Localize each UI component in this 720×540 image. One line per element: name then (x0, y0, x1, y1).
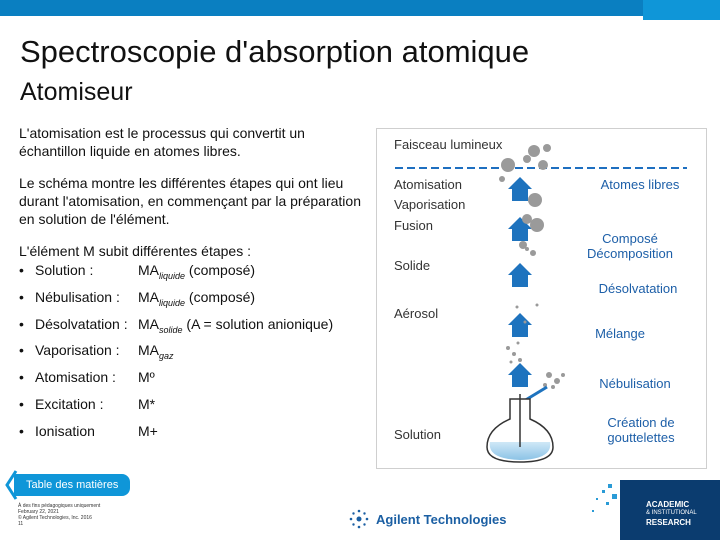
intro-rest: est le processus qui convertit un échantillon liquide en atomes libres. (19, 125, 305, 159)
steps-list (19, 260, 364, 448)
step-note: (composé) (185, 288, 256, 305)
label-melange: Mélange (595, 326, 645, 341)
step-note: (composé) (185, 262, 256, 278)
step-name: Solution : (35, 262, 94, 278)
intro-bold: L'atomisation (19, 125, 102, 141)
step-state: liquide (159, 270, 186, 281)
step-formula: M (138, 369, 150, 386)
step-formula: M (138, 422, 150, 439)
particles (499, 144, 565, 389)
step-state: solide (159, 324, 183, 335)
arrow-up-icon (508, 313, 532, 337)
step-formula: MA (138, 315, 159, 332)
label-atomisation: Atomisation (394, 177, 462, 192)
arrow-up-icon (508, 177, 532, 201)
spark-logo-icon (348, 508, 370, 530)
label-nebulisation: Nébulisation (599, 376, 671, 391)
label-aerosol: Aérosol (394, 306, 439, 321)
atomization-diagram (376, 128, 707, 469)
page-title: Spectroscopie d'absorption atomique (20, 34, 530, 69)
step-name: Vaporisation : (35, 342, 120, 359)
step-item (19, 260, 364, 287)
label-vaporisation: Vaporisation (394, 197, 466, 212)
step-note: (A = solution anionique) (182, 315, 334, 332)
bullet: • (19, 315, 24, 332)
step-state: gaz (159, 351, 174, 362)
academic-line: ACADEMIC (646, 500, 690, 509)
step-name: Excitation : (35, 395, 104, 412)
academic-line: RESEARCH (646, 518, 691, 527)
body-text (19, 124, 364, 448)
label-creation: Création de gouttelettes (607, 415, 675, 445)
step-name: Nébulisation : (35, 288, 120, 305)
label-faisceau: Faisceau lumineux (394, 137, 503, 152)
bullet: • (19, 262, 24, 278)
step-item (19, 421, 364, 448)
step-item (19, 314, 364, 341)
footer-line: © Agilent Technologies, Inc. 2016 (18, 515, 92, 521)
footer-line: 11 (18, 521, 24, 527)
footer-line: À des fins pédagogiques uniquement (18, 503, 101, 509)
academic-line: & INSTITUTIONAL (646, 510, 697, 516)
bullet: • (19, 288, 24, 305)
step-name: Ionisation (35, 422, 95, 439)
step-item (19, 394, 364, 421)
bullet: • (19, 369, 24, 386)
step-item (19, 367, 364, 394)
steps-intro: L'élément M subit différentes étapes : (19, 243, 251, 259)
label-desolvatation: Désolvatation (598, 281, 678, 296)
dots-pattern-icon (588, 480, 618, 540)
step-name: Désolvatation : (35, 315, 128, 332)
top-bar-accent (643, 0, 720, 20)
step-state: liquide (159, 297, 186, 308)
footer-note (18, 503, 100, 527)
step-item (19, 340, 364, 367)
label-fusion: Fusion (394, 218, 434, 233)
flask (487, 394, 553, 462)
step-formula: MA (138, 342, 159, 359)
bullet: • (19, 422, 24, 439)
step-item (19, 287, 364, 314)
intro-paragraph (19, 124, 364, 160)
step-note: + (149, 422, 158, 439)
label-atomes-libres: Atomes libres (600, 177, 680, 192)
top-bar (0, 0, 720, 16)
bullet: • (19, 342, 24, 359)
step-name: Atomisation : (35, 369, 116, 386)
agilent-logo (348, 508, 507, 530)
up-arrows (508, 177, 532, 387)
toc-button[interactable]: Table des matières (14, 474, 130, 496)
step-formula: MA (138, 262, 159, 278)
step-note: º (149, 369, 155, 386)
footer-line: February 22, 2021 (18, 509, 59, 515)
arrow-up-icon (508, 263, 532, 287)
brand-name: Agilent Technologies (376, 511, 507, 527)
schema-paragraph: Le schéma montre les différentes étapes qui ont lieu durant l'atomisation, en commençant par la préparation en solution de l'élément. (19, 175, 361, 227)
label-compose: Composé Décomposition (587, 231, 673, 261)
label-solution: Solution (394, 427, 441, 442)
step-formula: MA (138, 288, 159, 305)
label-solide: Solide (394, 258, 431, 273)
academic-text (646, 500, 697, 527)
bullet: • (19, 395, 24, 412)
page-subtitle: Atomiseur (20, 78, 133, 106)
step-formula: M* (138, 395, 156, 412)
arrow-up-icon (508, 363, 532, 387)
